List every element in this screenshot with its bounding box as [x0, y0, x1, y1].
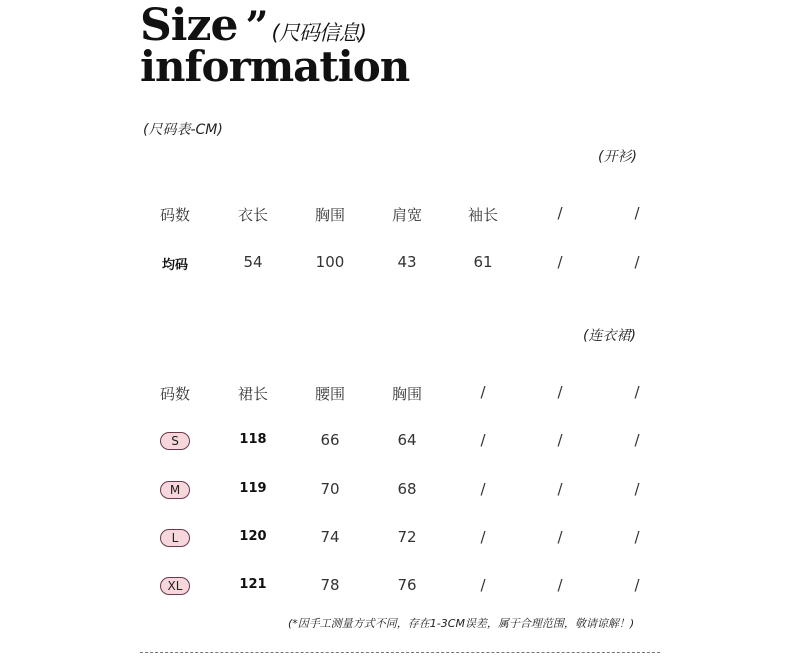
- dress-header-cell: /: [557, 383, 563, 401]
- dress-cell: /: [480, 528, 486, 546]
- dress-cell: 76: [397, 576, 417, 594]
- cardigan-cell: 均码: [161, 258, 189, 273]
- cardigan-header-cell: /: [557, 204, 563, 222]
- title-word-size: Size: [140, 0, 238, 51]
- dress-cell: 121: [239, 577, 267, 592]
- dress-label: (连衣裙): [583, 328, 636, 344]
- cardigan-label: (开衫): [598, 149, 637, 165]
- dress-cell: /: [480, 576, 486, 594]
- size-badge: S: [160, 432, 190, 450]
- cardigan-cell: 43: [397, 253, 417, 271]
- cardigan-header-cell: 胸围: [314, 206, 346, 224]
- dress-cell: 120: [239, 529, 267, 544]
- dress-cell: 64: [397, 431, 417, 449]
- dashed-divider: [140, 652, 660, 653]
- cardigan-cell: 54: [243, 253, 263, 271]
- cardigan-header-cell: /: [634, 204, 640, 222]
- dress-cell: /: [634, 480, 640, 498]
- dress-header-cell: 裙长: [237, 385, 269, 403]
- dress-cell: /: [634, 576, 640, 594]
- cardigan-header-cell: 袖长: [467, 206, 499, 224]
- dress-cell: /: [480, 480, 486, 498]
- dress-cell: 72: [397, 528, 417, 546]
- dress-cell: /: [634, 431, 640, 449]
- unit-note: (尺码表-CM): [143, 122, 223, 138]
- dress-cell: 68: [397, 480, 417, 498]
- dress-header-cell: /: [480, 383, 486, 401]
- title-word-information: information: [140, 42, 410, 91]
- dress-header-cell: 码数: [159, 385, 191, 403]
- cardigan-cell: 100: [315, 253, 345, 271]
- dress-cell: /: [634, 528, 640, 546]
- dress-cell: 66: [320, 431, 340, 449]
- dress-cell: 74: [320, 528, 340, 546]
- cardigan-header-cell: 衣长: [237, 206, 269, 224]
- dress-cell: 118: [239, 432, 267, 447]
- cardigan-cell: 61: [473, 253, 493, 271]
- dress-cell: 119: [239, 481, 267, 496]
- dress-cell: /: [557, 528, 563, 546]
- dress-header-cell: 胸围: [391, 385, 423, 403]
- dress-cell: /: [557, 576, 563, 594]
- footnote: (*因手工测量方式不同，存在1-3CM误差，属于合理范围，敬请谅解！): [288, 617, 635, 630]
- size-badge: XL: [160, 577, 190, 595]
- cardigan-cell: /: [557, 253, 563, 271]
- title-quote-mark: ”: [245, 3, 268, 50]
- cardigan-header-cell: 肩宽: [391, 206, 423, 224]
- size-badge: M: [160, 481, 190, 499]
- title-chinese: (尺码信息): [271, 21, 366, 45]
- dress-cell: 78: [320, 576, 340, 594]
- dress-cell: 70: [320, 480, 340, 498]
- dress-header-cell: 腰围: [314, 385, 346, 403]
- dress-cell: /: [480, 431, 486, 449]
- dress-header-cell: /: [634, 383, 640, 401]
- dress-cell: /: [557, 480, 563, 498]
- size-badge: L: [160, 529, 190, 547]
- cardigan-cell: /: [634, 253, 640, 271]
- cardigan-header-cell: 码数: [159, 206, 191, 224]
- dress-cell: /: [557, 431, 563, 449]
